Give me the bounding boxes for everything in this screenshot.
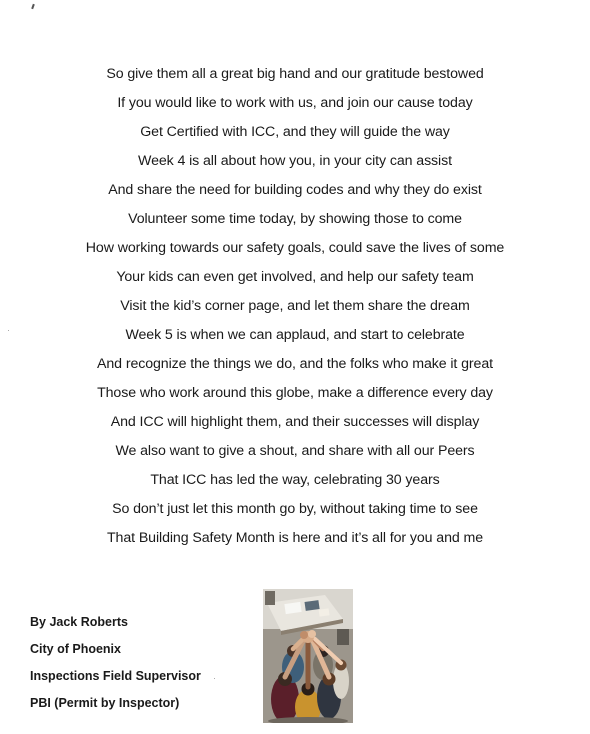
author-byline [30,609,201,717]
poem-line: We also want to give a shout, and share with all our Peers [115,443,475,459]
poem-line: That ICC has led the way, celebrating 30 years [150,472,440,488]
poem-line: And share the need for building codes and why they do exist [108,182,482,198]
poem-line: That Building Safety Month is here and it’s all for you and me [106,530,484,546]
team-high-five-photo [263,589,353,723]
poem [0,60,590,553]
poem-line: And recognize the things we do, and the folks who make it great [97,356,493,372]
poem-line: Week 5 is when we can applaud, and start to celebrate [125,327,465,343]
poem-line: Volunteer some time today, by showing those to come [128,211,462,227]
poem-line: Visit the kid’s corner page, and let them share the dream [120,298,470,314]
author-city: City of Phoenix [30,642,121,656]
poem-line: Your kids can even get involved, and help our safety team [116,269,474,285]
author-name: By Jack Roberts [30,615,128,629]
scan-speck [214,678,215,679]
poem-line: How working towards our safety goals, could save the lives of some [85,240,505,256]
poem-line: So don’t just let this month go by, without taking time to see [112,501,478,517]
author-program: PBI (Permit by Inspector) [30,696,180,710]
scan-mark [31,4,35,9]
poem-line: Week 4 is all about how you, in your city can assist [138,153,452,169]
poem-line: If you would like to work with us, and join our cause today [117,95,473,111]
poem-line: And ICC will highlight them, and their successes will display [110,414,480,430]
poem-line: So give them all a great big hand and our gratitude bestowed [106,66,484,82]
poem-line: Those who work around this globe, make a difference every day [97,385,493,401]
poem-line: Get Certified with ICC, and they will guide the way [140,124,450,140]
author-title: Inspections Field Supervisor [30,669,201,683]
